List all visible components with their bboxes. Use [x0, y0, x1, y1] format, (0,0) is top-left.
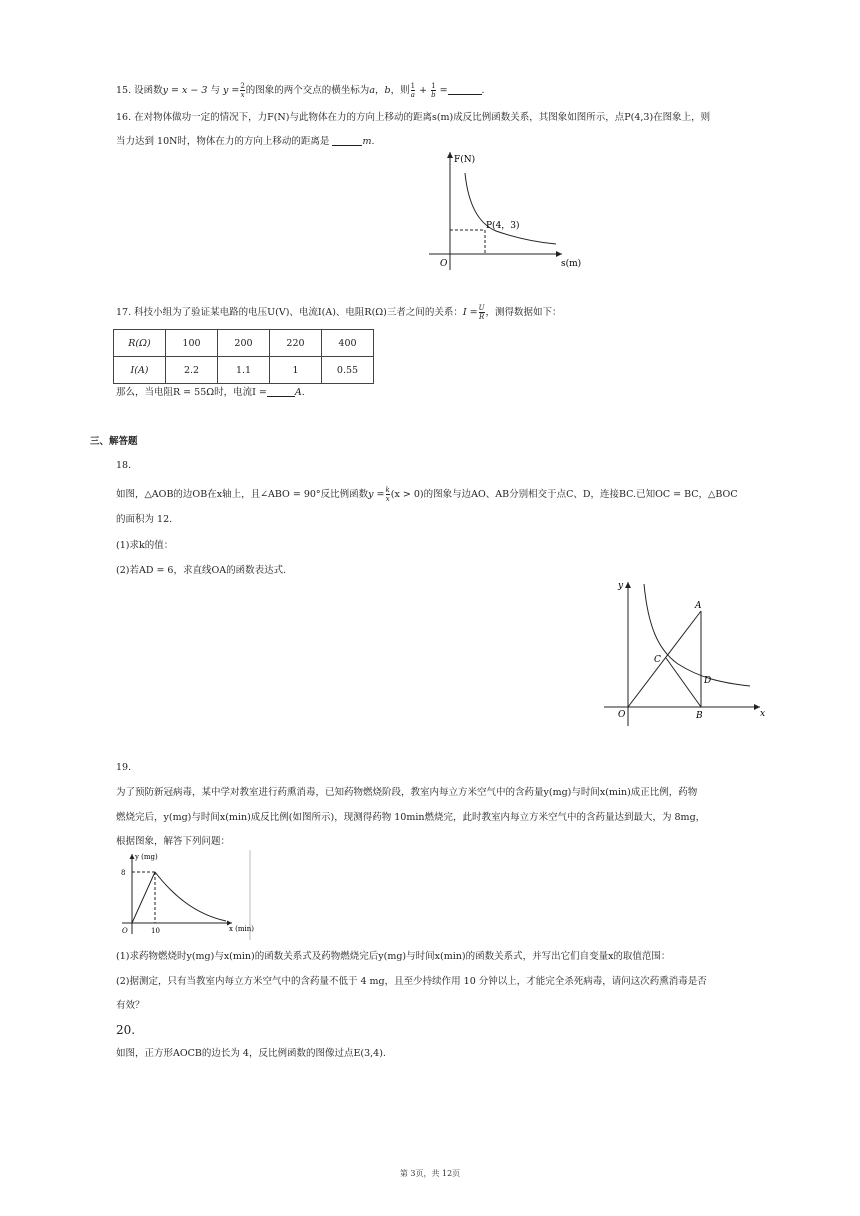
- x-axis-label: s(m): [561, 259, 582, 269]
- page-footer: 第 3页，共 12页: [399, 1169, 461, 1178]
- label-C: C: [654, 655, 661, 665]
- label-A: A: [695, 601, 702, 611]
- q15-formula-1: y = x − 3: [162, 85, 208, 96]
- y-axis-label: F(N): [454, 155, 476, 165]
- q18-part-2: (2)若AD = 6，求直线OA的函数表达式.: [116, 565, 287, 576]
- frac-num: 1: [431, 82, 436, 90]
- label-O: O: [618, 710, 626, 720]
- q18-line-1: [116, 486, 738, 503]
- q16-line-2: [116, 134, 374, 150]
- frac-num: k: [385, 486, 390, 494]
- q15-line: [116, 82, 485, 99]
- q18-part-1: (1)求k的值：: [116, 540, 174, 551]
- x-mark-label: 10: [151, 927, 160, 935]
- label-x: x: [760, 709, 766, 719]
- answer-blank: [267, 386, 295, 397]
- q19-line-1: 为了预防新冠病毒，某中学对教室进行药熏消毒，已知药物燃烧阶段，教室内每立方米空气中的含药量y(mg)与时间x(min)成正比例，药物: [116, 787, 698, 798]
- q19-part-1: (1)求药物燃烧时y(mg)与x(min)的函数关系式及药物燃烧完后y(mg)与时间x(min)的函数关系式，并写出它们自变量x的取值范围：: [116, 951, 671, 962]
- q18-line-2: 的面积为 12.: [116, 514, 173, 525]
- decay-curve: [155, 872, 226, 921]
- rising-segment: [132, 872, 155, 923]
- y-mark-label: 8: [121, 869, 126, 877]
- frac-num: U: [478, 304, 485, 312]
- inverse-curve: [644, 584, 750, 686]
- q18-text: (x > 0)的图象与边AO、AB分别相交于点C、D，连接BC.已知OC = BC，△BOC: [390, 489, 738, 500]
- q20-number: 20.: [116, 1023, 136, 1037]
- var-a: a: [369, 85, 375, 96]
- frac-num: 1: [410, 82, 416, 90]
- q17-data-table: [113, 329, 374, 384]
- q17-line-2: [116, 385, 305, 401]
- q19-line-3: 根据图象，解答下列问题：: [116, 836, 231, 847]
- plus: +: [416, 85, 431, 96]
- inverse-curve: [465, 173, 556, 244]
- q15-text: 的图象的两个交点的横坐标为: [245, 85, 370, 96]
- q16-unit: m.: [362, 136, 375, 147]
- table-cell: 0.55: [322, 357, 374, 384]
- q15-fraction: [240, 82, 244, 99]
- label-y: y: [618, 581, 624, 591]
- q15-text: ，: [374, 85, 385, 96]
- q17-formula: I =: [462, 307, 478, 318]
- q16-graph: [424, 148, 594, 276]
- q18-number: 18.: [116, 460, 132, 471]
- q18-fraction: [386, 486, 390, 503]
- frac-den: a: [410, 91, 415, 99]
- label-B: B: [696, 711, 703, 721]
- table-cell: I(A): [114, 357, 166, 384]
- q19-graph: [114, 848, 258, 940]
- q17-text: ，测得数据如下：: [485, 307, 562, 318]
- table-cell: 1.1: [218, 357, 270, 384]
- var-b: b: [384, 85, 391, 96]
- frac-den: b: [431, 91, 436, 99]
- q15-formula-2: y =: [222, 85, 240, 96]
- frac-den: R: [478, 313, 485, 321]
- y-axis-label: y (mg): [135, 853, 158, 861]
- q19-number: 19.: [116, 762, 132, 773]
- x-axis-label: x (min): [229, 925, 255, 933]
- frac-den: x: [385, 495, 390, 503]
- segment-OA: [628, 611, 701, 707]
- q17-fraction: [479, 304, 485, 321]
- q17-text: 17. 科技小组为了验证某电路的电压U(V)、电流I(A)、电阻R(Ω)三者之间的关系：: [116, 307, 463, 318]
- q19-line-2: 燃烧完后，y(mg)与时间x(min)成反比例(如图所示)，现测得药物 10min燃烧完，此时教室内每立方米空气中的含药量达到最大，为 8mg，: [116, 812, 706, 823]
- q17-unit: A.: [294, 387, 305, 398]
- q15-fraction-b: [431, 82, 435, 99]
- answer-blank: [332, 135, 362, 146]
- q19-part-2-line-2: 有效？: [116, 1000, 145, 1011]
- origin-label: O: [122, 927, 128, 935]
- frac-num: 2: [240, 82, 245, 90]
- q20-line-1: 如图，正方形AOCB的边长为 4，反比例函数的图像过点E(3,4).: [116, 1048, 386, 1059]
- answer-blank: [448, 84, 482, 95]
- table-cell: 220: [270, 330, 322, 357]
- q15-text: 与: [207, 85, 223, 96]
- table-cell: R(Ω): [114, 330, 166, 357]
- segment-BC: [666, 658, 701, 707]
- origin-label: O: [440, 259, 448, 269]
- q18-graph: [600, 576, 772, 730]
- table-cell: 1: [270, 357, 322, 384]
- table-row: [114, 357, 374, 384]
- q15-fraction-a: [411, 82, 415, 99]
- table-row: [114, 330, 374, 357]
- q15-text: ，则: [390, 85, 410, 96]
- frac-den: x: [240, 91, 245, 99]
- q17-text: 那么，当电阻R = 55Ω时，电流I =: [116, 387, 267, 398]
- q18-formula: y =: [368, 489, 385, 500]
- section-heading: 三、解答题: [90, 436, 138, 447]
- q16-text: 当力达到 10N时，物体在力的方向上移动的距离是: [116, 136, 330, 147]
- q19-part-2-line-1: (2)据测定，只有当教室内每立方米空气中的含药量不低于 4 mg，且至少持续作用 10 分钟以上，才能完全杀死病毒，请问这次药熏消毒是否: [116, 976, 707, 987]
- q15-text: .: [481, 85, 485, 96]
- point-label: P(4，3): [486, 221, 520, 231]
- equals: =: [436, 85, 448, 96]
- q17-line-1: [116, 304, 562, 321]
- table-cell: 2.2: [166, 357, 218, 384]
- q16-line-1: 16. 在对物体做功一定的情况下，力F(N)与此物体在力的方向上移动的距离s(m)成反比例函数关系，其图象如图所示，点P(4,3)在图象上，则: [116, 112, 711, 123]
- q15-text: 15. 设函数: [116, 85, 163, 96]
- table-cell: 200: [218, 330, 270, 357]
- label-D: D: [704, 676, 712, 686]
- q18-text: 如图，△AOB的边OB在x轴上，且∠ABO = 90°反比例函数: [116, 489, 369, 500]
- table-cell: 100: [166, 330, 218, 357]
- table-cell: 400: [322, 330, 374, 357]
